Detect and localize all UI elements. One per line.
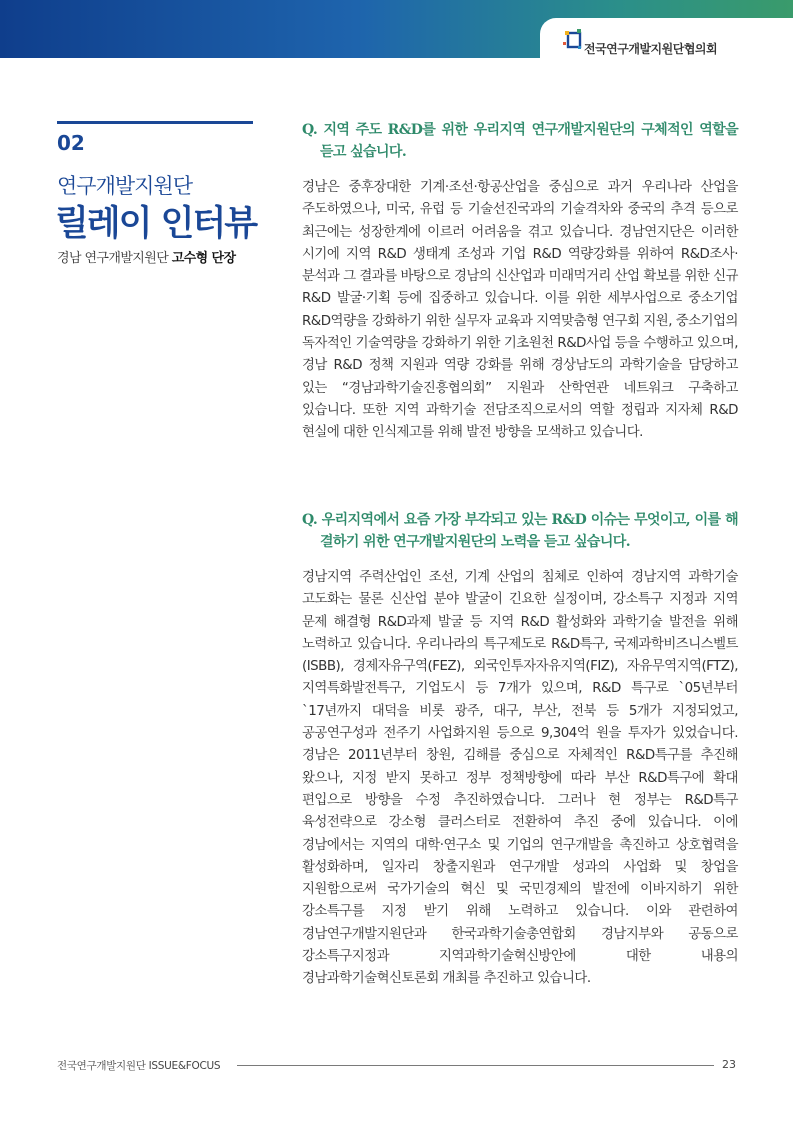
section-rule — [57, 121, 253, 124]
org-header-tab — [540, 18, 793, 62]
footer-rule — [237, 1065, 714, 1066]
answer-1: 경남은 중후장대한 기계·조선·항공산업을 중심으로 과거 우리나라 산업을 주도하였으나, 미국, 유럽 등 기술선진국과의 기술격차와 중국의 추격 등으로 최근에는 성장한계에 이르러 어려움을 겪고 있습니다. 경남연지단은 이러한 시기에 지역 R&D 생태계 조성과 기업 R&D 역량강화를 위하여 R&D조사·분석과 그 결과를 바탕으로 경남의 신산업과 미래먹거리 산업 확보를 위한 신규 R&D 발굴·기획 등에 집중하고 있습니다. 이를 위한 세부사업으로 중소기업 R&D역량을 강화하기 위한 실무자 교육과 지역맞춤형 연구회 지원, 중소기업의 독자적인 기술역량을 강화하기 위한 기초원천 R&D사업 등을 수행하고 있으며, 경남 R&D 정책 지원과 역량 강화를 위해 경상남도의 과학기술을 담당하고 있는 “경남과학기술진흥협의회” 지원과 산학연관 네트워크 구축하고 있습니다. 또한 지역 과학기술 전담조직으로서의 역할 정립과 지자체 R&D 현실에 대한 인식제고를 위해 발전 방향을 모색하고 있습니다. — [302, 180, 738, 441]
page-number: 23 — [722, 1058, 736, 1071]
qa-block-2 — [302, 509, 738, 991]
section-subtitle: 연구개발지원단 — [57, 174, 193, 198]
interviewee — [57, 247, 235, 266]
interviewee-name: 고수형 단장 — [171, 251, 236, 266]
question-2: Q. 우리지역에서 요즘 가장 부각되고 있는 R&D 이슈는 무엇이고, 이를 해결하기 위한 연구개발지원단의 노력을 듣고 싶습니다. — [302, 512, 738, 550]
org-name: 전국연구개발지원단협의회 — [584, 42, 718, 56]
interviewee-org: 경남 연구개발지원단 — [57, 251, 169, 266]
section-title: 릴레이 인터뷰 — [55, 204, 257, 244]
footer-publication: 전국연구개발지원단 ISSUE&FOCUS — [57, 1060, 221, 1072]
question-1: Q. 지역 주도 R&D를 위한 우리지역 연구개발지원단의 구체적인 역할을 듣고 싶습니다. — [302, 122, 738, 160]
qa-block-1 — [302, 119, 738, 445]
answer-2: 경남지역 주력산업인 조선, 기계 산업의 침체로 인하여 경남지역 과학기술 고도화는 물론 신산업 분야 발굴이 긴요한 실정이며, 강소특구 지정과 지역 문제 해결형 R&D과제 발굴 등 지역 R&D 활성화와 과학기술 발전을 위해 노력하고 있습니다. 우리나라의 특구제도로 R&D특구, 국제과학비즈니스벨트(ISBB), 경제자유구역(FEZ), 외국인투자자유지역(FIZ), 자유무역지역(FTZ), 지역특화발전특구, 기업도시 등 7개가 있으며, R&D 특구로 `05년부터 `17년까지 대덕을 비롯 광주, 대구, 부산, 전북 등 5개가 지정되었고, 공공연구성과 전주기 사업화지원 등으로 9,304억 원을 투자가 있었습니다. 경남은 2011년부터 창원, 김해를 중심으로 자체적인 R&D특구를 추진해 왔으나, 지정 받지 못하고 정부 정책방향에 따라 부산 R&D특구에 확대 편입으로 방향을 수정 추진하였습니다. 그러나 현 정부는 R&D특구 육성전략으로 강소형 클러스터로 전환하여 추진 중에 있습니다. 이에 경남에서는 지역의 대학·연구소 및 기업의 연구개발을 촉진하고 상호협력을 활성화하며, 일자리 창출지원과 연구개발 성과의 사업화 및 창업을 지원함으로써 국가기술의 혁신 및 국민경제의 발전에 이바지하기 위한 강소특구를 지정 받기 위해 노력하고 있습니다. 이와 관련하여 경남연구개발지원단과 한국과학기술총연합회 경남지부와 공동으로 강소특구지정과 지역과학기술혁신방안에 대한 내용의 경남과학기술혁신토론회 개최를 추진하고 있습니다. — [302, 570, 738, 987]
org-logo-icon — [562, 28, 584, 52]
section-number: 02 — [57, 131, 85, 155]
